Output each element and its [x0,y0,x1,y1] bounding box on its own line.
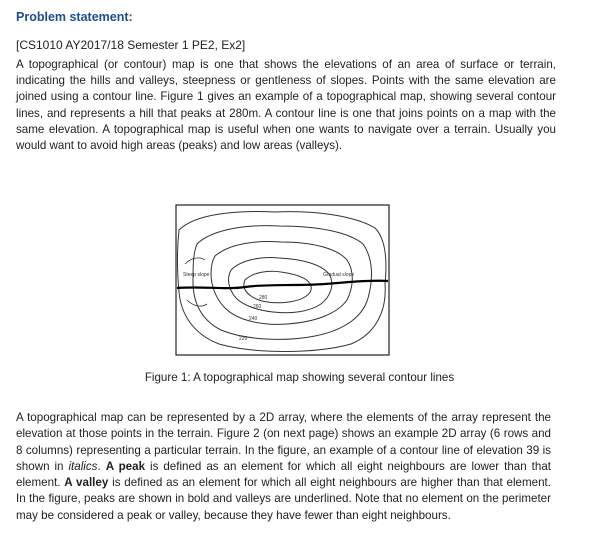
contour-map-image [175,204,390,356]
figure-border [176,205,389,355]
course-code: [CS1010 AY2017/18 Semester 1 PE2, Ex2] [16,38,246,52]
array-paragraph [16,410,551,524]
peak-term: A peak [105,459,146,473]
contour-map-figure [175,204,390,356]
intro-paragraph: A topographical (or contour) map is one that shows the elevations of an area of surface or terrain, indicating the hills and valleys, steepness or gentleness of slopes. Points with the same elevation are joined using a contour line. Figure 1 gives an example of a topographical map, showing several contour lines, and represents a hill that peaks at 280m. A contour line is one that joins points on a map with the same elevation. A topographical map is useful when one wants to navigate over a terrain. Usually you would want to avoid high areas (peaks) and low areas (valleys). [16,58,556,153]
contour-label-240: 240 [249,316,258,322]
steep-slope-label: Steep slope [183,272,210,278]
array-description [16,410,551,524]
valley-term: A valley [64,476,109,490]
problem-heading: Problem statement: [16,10,133,24]
array-text-4: is defined as an element for which all eight neighbours are higher than that element. In the figure, peaks are shown in bold and valleys are underlined. Note that no element on the perimeter may be considered a peak or valley, because they have fewer than eight neighbours. [16,476,551,522]
figure-caption: Figure 1: A topographical map showing several contour lines [144,371,455,384]
document-body [16,9,556,154]
contour-label-280: 280 [259,295,268,301]
contour-label-260: 260 [253,304,262,310]
array-text-1: A topographical map can be represented by a 2D array, where the elements of the array represent the elevation at those points in the terrain. Figure 2 (on next page) shows an example 2D array (6 rows and 8 columns) representing a particular terrain. In the figure, an example of a contour line of elevation 39 is shown in [16,411,551,473]
array-text-3: is defined as an element for which all eight neighbours are lower than that element. [16,459,552,490]
array-text-2: . [97,459,106,473]
contour-label-220: 220 [239,336,248,342]
italics-word: italics [68,459,98,473]
gradual-slope-label: Gradual slope [323,272,355,278]
